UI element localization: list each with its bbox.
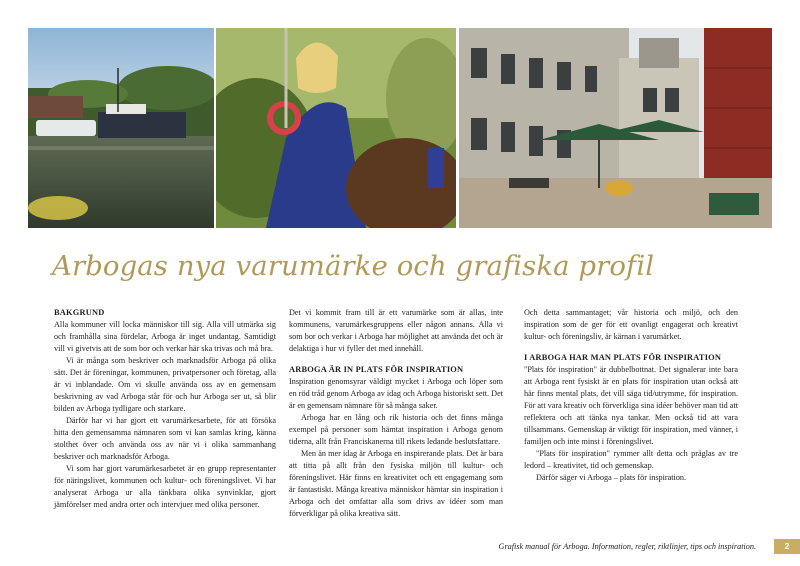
knight-photo <box>216 28 456 228</box>
section-heading: BAKGRUND <box>54 308 105 317</box>
footer-text: Grafisk manual för Arboga. Information, regler, riktlinjer, tips och inspiration. <box>498 542 756 551</box>
paragraph: Arboga har en lång och rik historia och det finns många exempel på personer som hämtat inspiration i Arboga genom tiderna, allt från Franciskanerna till rikets ledande beslutsfattare. <box>289 413 503 446</box>
paragraph: Alla kommuner vill locka människor till sig. Alla vill utmärka sig och framhålla sina fördelar, Arboga är inget undantag. Samtidigt vill vi givetvis att de som bor och verkar här ska trivas och må bra. <box>54 320 276 353</box>
knight-illustration <box>216 28 456 228</box>
paragraph: Det vi kommit fram till är ett varumärke som är allas, inte kommunens, varumärkesgruppens eller någon annans. Alla vi som bor och verkar i Arboga har möjlighet att använda det och är delaktiga i hur vi fyller det med innehåll. <box>289 308 503 353</box>
courtyard-photo <box>459 28 772 228</box>
paragraph: Men än mer idag är Arboga en inspirerande plats. Det är bara att titta på allt från den fysiska miljön till kultur- och föreningslivet. Här finns en kreativitet och ett engagemang som är fantastiskt. Många kreativa människor hämtar sin inspiration i Arboga och det omfattar alla som drivs av idéer som man förverkligar på olika kreativa sätt. <box>289 449 503 518</box>
paragraph: Vi som har gjort varumärkesarbetet är en grupp representanter för näringslivet, kommunen och kultur- och föreningslivet. Vi har analyserat Arboga ur alla tänkbara olika synvinklar, gjort jämförelser med andra orter och intervjuer med olika personer. <box>54 464 276 509</box>
photo-strip <box>28 28 772 228</box>
harbor-photo <box>28 28 214 228</box>
paragraph: "Plats för inspiration" rymmer allt detta och präglas av tre ledord – kreativitet, tid och gemenskap. <box>524 449 738 470</box>
paragraph: "Plats för inspiration" är dubbelbottnat. Det signalerar inte bara att Arboga rent fysiskt är en plats för inspiration utan också att här finns mental plats, det vill säga tid/utrymme, för inspiration. För att vara kreativ och förverkliga sina idéer behöver man tid att reflektera och att tänka nya tankar. Men också tid att vara tillsammans. Gemenskap är viktigt för inspiration, med vänner, i familjen och inte minst i föreningslivet. <box>524 365 738 446</box>
paragraph: Därför säger vi Arboga – plats för inspiration. <box>536 473 687 482</box>
column-1 <box>54 307 276 511</box>
paragraph: Vi är många som beskriver och marknadsför Arboga på olika sätt. Det är föreningar, kommunen, privatpersoner och företag, alla är vi inblandade. Om vi skulle använda oss av en gemensam beskrivning av vad Arboga står för och hur Arboga ser ut, så blir bilden av Arboga tydligare och starkare. <box>54 356 276 413</box>
paragraph: Inspiration genomsyrar väldigt mycket i Arboga och löper som en röd tråd genom Arboga av idag och Arboga historiskt sett. Det är en gemensam nämnare för så många saker. <box>289 377 503 410</box>
column-3 <box>524 307 738 484</box>
section-heading: I ARBOGA HAR MAN PLATS FÖR INSPIRATION <box>524 353 722 362</box>
column-2 <box>289 307 503 520</box>
page-title: Arbogas nya varumärke och grafiska profil <box>52 250 655 282</box>
paragraph: Och detta sammantaget; vår historia och miljö, och den inspiration som de ger för ett ovanligt engagerat och kreativt kultur- och föreningsliv, är kärnan i varumärket. <box>524 308 738 341</box>
section-heading: ARBOGA ÄR IN PLATS FÖR INSPIRATION <box>289 365 464 374</box>
courtyard-illustration <box>459 28 772 228</box>
page-number: 2 <box>774 539 800 554</box>
harbor-illustration <box>28 28 214 228</box>
paragraph: Därför har vi har gjort ett varumärkesarbete, för att försöka hitta den gemensamma nämnaren som vi kan samlas kring, känna stolthet över och använda oss av när vi i olika sammanhang beskriver och marknadsför Arboga. <box>54 416 276 461</box>
footer <box>0 540 800 554</box>
